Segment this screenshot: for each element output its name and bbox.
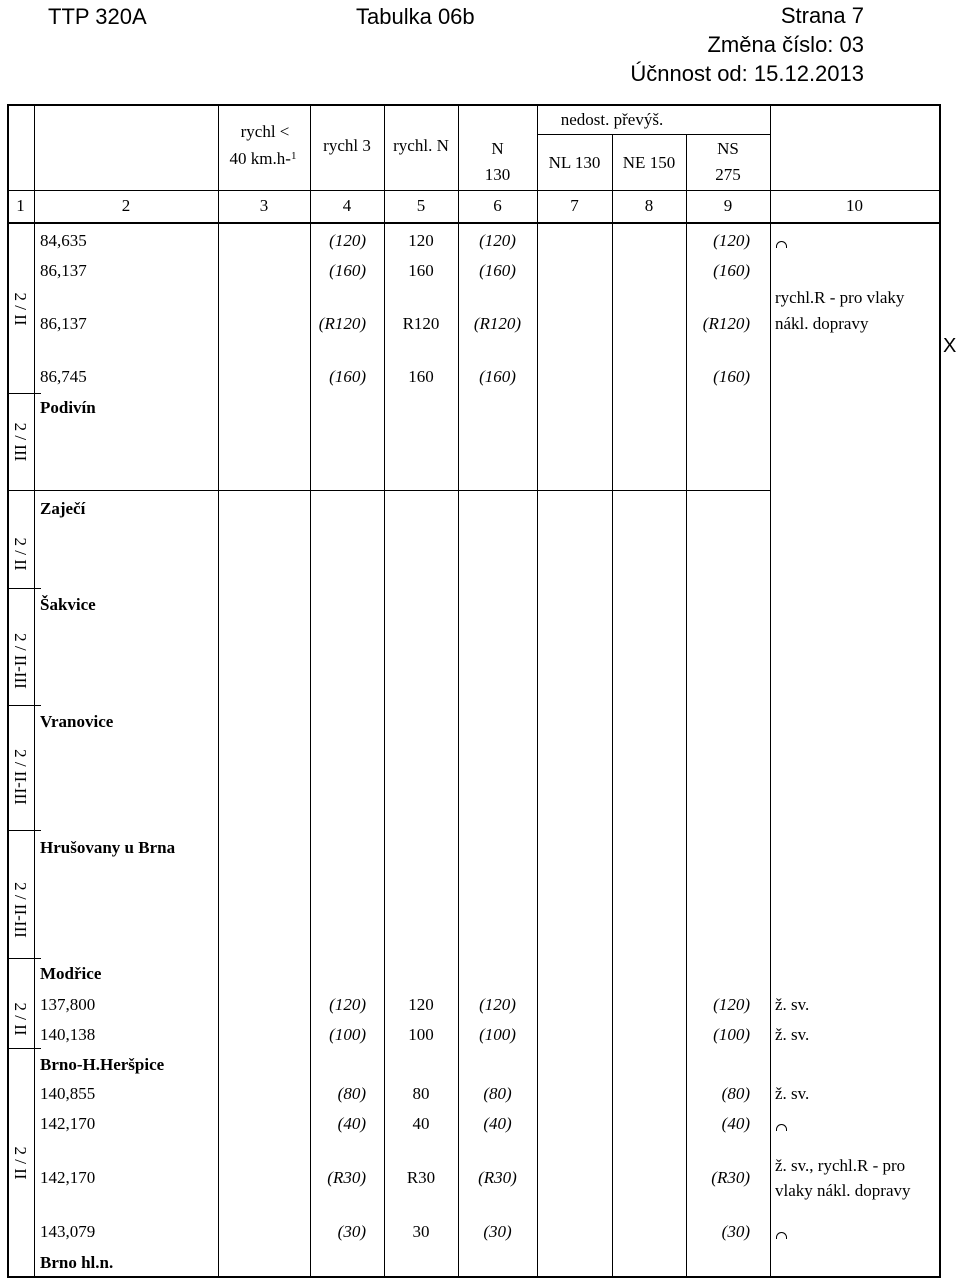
km-value: 142,170 <box>40 1114 96 1133</box>
km-value: 143,079 <box>40 1222 96 1241</box>
col-number: 2 <box>121 196 131 215</box>
arc-icon <box>776 241 787 248</box>
col-number: 5 <box>416 196 426 215</box>
speed-col5: 160 <box>408 261 434 280</box>
column-group-header: nedost. převýš. <box>560 110 664 129</box>
col4-header: rychl 3 <box>323 136 371 155</box>
speed-col4: (120) <box>329 995 366 1014</box>
speed-col6: (100) <box>479 1025 516 1044</box>
station-name: Brno-H.Heršpice <box>40 1055 165 1074</box>
speed-col5: 100 <box>408 1025 434 1044</box>
speed-col6: (40) <box>483 1114 512 1133</box>
col3-header-sup: 1 <box>290 150 297 162</box>
station-name: Modřice <box>40 964 102 983</box>
speed-col9: (120) <box>713 995 750 1014</box>
col3-header-line1: rychl < <box>240 122 290 141</box>
remark: ž. sv. <box>775 1084 810 1103</box>
remark-line2: vlaky nákl. dopravy <box>775 1181 911 1200</box>
col-number: 1 <box>16 196 25 215</box>
valid-from: Účnnost od: 15.12.2013 <box>630 61 864 86</box>
col-number: 10 <box>846 196 863 215</box>
remark: ž. sv. <box>775 995 810 1014</box>
col-number: 9 <box>723 196 733 215</box>
km-value: 86,137 <box>40 261 87 280</box>
col3-header-line2: 40 km.h- <box>229 149 291 168</box>
change-number: Změna číslo: 03 <box>707 32 864 57</box>
col-number: 6 <box>493 196 502 215</box>
station-name: Vranovice <box>40 712 114 731</box>
speed-col6: (R30) <box>478 1168 517 1187</box>
col3-header <box>218 150 308 168</box>
col7-header: NL 130 <box>548 153 601 172</box>
speed-col5: R120 <box>402 314 440 333</box>
speed-col5: 80 <box>412 1084 430 1103</box>
speed-col9: (R120) <box>702 314 750 333</box>
speed-col5: 120 <box>408 231 434 250</box>
speed-col9: (40) <box>721 1114 750 1133</box>
remark-line2: nákl. dopravy <box>775 314 869 333</box>
arc-icon <box>776 1124 787 1131</box>
speed-col6: (120) <box>479 995 516 1014</box>
section-label: 2 / II <box>11 1002 30 1036</box>
speed-col5: 120 <box>408 995 434 1014</box>
km-value: 84,635 <box>40 231 87 250</box>
remark: ž. sv. <box>775 1025 810 1044</box>
section-label: 2 / II <box>11 292 30 326</box>
km-value: 86,137 <box>40 314 87 333</box>
km-value: 140,138 <box>40 1025 96 1044</box>
section-label: 2 / II-III <box>11 633 30 689</box>
col-number: 7 <box>570 196 579 215</box>
section-label: 2 / III <box>11 422 30 462</box>
speed-col6: (120) <box>479 231 516 250</box>
col8-header: NE 150 <box>622 153 676 172</box>
speed-col6: (160) <box>479 367 516 386</box>
remark-line1: rychl.R - pro vlaky <box>775 288 905 307</box>
speed-col4: (120) <box>329 231 366 250</box>
km-value: 140,855 <box>40 1084 96 1103</box>
col5-header: rychl. N <box>393 136 449 155</box>
col-number: 3 <box>259 196 269 215</box>
speed-col9: (30) <box>721 1222 750 1241</box>
speed-col4: (R30) <box>327 1168 366 1187</box>
speed-col4: (160) <box>329 261 366 280</box>
speed-col6: (30) <box>483 1222 512 1241</box>
station-name: Hrušovany u Brna <box>40 838 176 857</box>
arc-icon <box>776 1232 787 1239</box>
km-value: 142,170 <box>40 1168 96 1187</box>
table-name: Tabulka 06b <box>356 4 475 29</box>
speed-col4: (R120) <box>318 314 366 333</box>
station-name: Brno hl.n. <box>40 1253 114 1272</box>
page-number: Strana 7 <box>780 3 864 28</box>
speed-col6: (80) <box>483 1084 512 1103</box>
document-code: TTP 320A <box>48 4 147 29</box>
speed-col4: (80) <box>337 1084 366 1103</box>
speed-col5: 30 <box>412 1222 430 1241</box>
station-name: Podivín <box>40 398 96 417</box>
speed-col4: (100) <box>329 1025 366 1044</box>
station-name: Šakvice <box>40 595 96 614</box>
station-name: Zaječí <box>40 499 86 518</box>
section-label: 2 / II <box>11 1146 30 1180</box>
col-number: 4 <box>342 196 352 215</box>
col9-header-line1: NS <box>717 139 739 158</box>
speed-col6: (R120) <box>473 314 522 333</box>
col-number: 8 <box>644 196 654 215</box>
section-label: 2 / II-III <box>11 882 30 938</box>
speed-col9: (100) <box>713 1025 750 1044</box>
speed-col9: (80) <box>721 1084 750 1103</box>
col6-header-line2: 130 <box>484 165 511 184</box>
speed-col9: (120) <box>713 231 750 250</box>
col9-header-line2: 275 <box>715 165 741 184</box>
col6-header-line1: N <box>491 139 504 158</box>
section-label: 2 / II <box>11 537 30 571</box>
speed-col9: (R30) <box>711 1168 750 1187</box>
km-value: 137,800 <box>40 995 96 1014</box>
speed-col6: (160) <box>479 261 516 280</box>
speed-col4: (40) <box>337 1114 366 1133</box>
km-value: 86,745 <box>40 367 87 386</box>
speed-col5: R30 <box>406 1168 436 1187</box>
speed-col5: 40 <box>412 1114 430 1133</box>
remark-line1: ž. sv., rychl.R - pro <box>775 1156 906 1175</box>
speed-col4: (160) <box>329 367 366 386</box>
speed-col5: 160 <box>408 367 434 386</box>
speed-col4: (30) <box>337 1222 366 1241</box>
speed-col9: (160) <box>713 367 750 386</box>
speed-col9: (160) <box>713 261 750 280</box>
change-mark: X <box>943 335 957 357</box>
section-label: 2 / II-III <box>11 749 30 805</box>
